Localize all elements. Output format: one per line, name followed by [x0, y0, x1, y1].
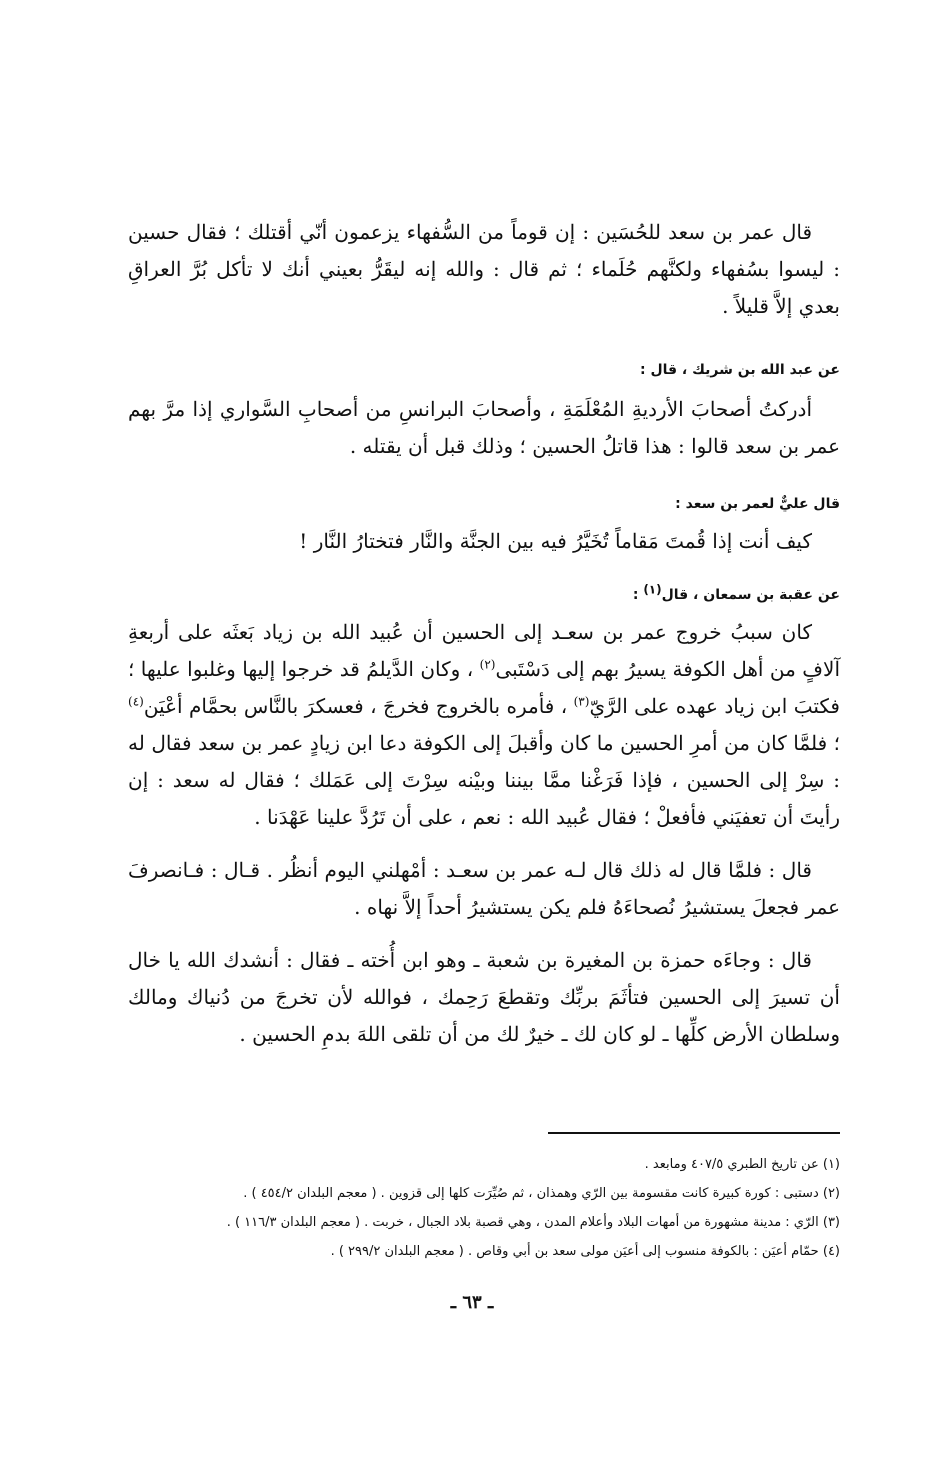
page-body [128, 200, 840, 1053]
narrator-heading-sharik: عن عبد الله بن شريك ، قال : [639, 362, 840, 378]
footnote-ref-2: (٢) [479, 657, 496, 672]
footnote-4: (٤) حمّام أعيَن : بالكوفة منسوب إلى أعيَن مولى سعد بن أبي وقاص . ( معجم البلدان ٢٩٩/٢ ) . [330, 1244, 840, 1259]
paragraph-amhilni: قال : فلمَّا قال له ذلك قال لـه عمر بن سعـد : أمْهلني اليوم أنظُر . قـال : فـانصرفَ عمر فجعلَ يستشيرُ نُصحاءَهُ فلم يكن يستشيرُ أحداً إلاَّ نهاه . [128, 858, 840, 919]
paragraph-khuruj-umar [128, 614, 840, 836]
paragraph-khuruj-part-2: ، وكان الدَّيلمُ قد خرجوا إليها وغلبوا عليها ؛ فكتبَ ابن زياد عهده على الرَّيّ [128, 657, 840, 718]
footnotes [128, 1150, 840, 1266]
page-number: ـ ٦٣ ـ [450, 1292, 494, 1313]
footnote-ref-3: (٣) [573, 694, 590, 709]
paragraph-khuruj-part-3: ، فأمره بالخروج فخرجَ ، فعسكرَ بالنَّاس بحمَّام أعْيَن [143, 694, 574, 718]
narrator-heading-uqba-text: عن عقبة بن سمعان ، قال [661, 587, 840, 603]
footnote-ref-1: (١) [643, 582, 662, 597]
footnote-ref-4: (٤) [128, 694, 144, 709]
narrator-heading-uqba [128, 584, 840, 606]
narrator-heading-colon: : [632, 587, 644, 603]
footnote-1: (١) عن تاريخ الطبري ٤٠٧/٥ ومابعد . [644, 1157, 840, 1172]
paragraph-khuruj-part-1: كان سببُ خروج عمر بن سعـد إلى الحسين أن عُبيد الله بن زياد بَعثَه على أربعةِ آلافٍ من أهل الكوفة يسيرُ بهم إلى دَسْتَبى [128, 620, 840, 681]
paragraph-ardiya: أدركتُ أصحابَ الأرديةِ المُعْلَمَةِ ، وأصحابَ البرانسِ من أصحابِ السَّواري إذا مرَّ بهم عمر بن سعد قالوا : هذا قاتلُ الحسين ؛ وذلك قبل أن يقتله . [128, 397, 840, 458]
paragraph-hamza: قال : وجاءَه حمزة بن المغيرة بن شعبة ـ وهو ابن أُخته ـ فقال : أنشدك الله يا خال أن تسيرَ إلى الحسين فتأثَمَ بربِّك وتقطعَ رَحِمك ، فوالله لأن تخرجَ من دُنياك ومالك وسلطان الأرض كلِّها ـ لو كان لك ـ خيرٌ لك من أن تلقى اللهَ بدمِ الحسين . [128, 948, 840, 1046]
paragraph-umar-husayn: قال عمر بن سعد للحُسَين : إن قوماً من السُّفهاء يزعمون أنّي أقتلك ؛ فقال حسين : ليسوا بسُفهاء ولكنَّهم حُلَماء ؛ ثم قال : والله إنه ليقَرُّ بعيني أنك لا تأكل بُرَّ العراقِ بعدي إلاَّ قليلاً . [128, 220, 840, 318]
footnote-3: (٣) الرّي : مدينة مشهورة من أمهات البلاد وأعلام المدن ، وهي قصبة بلاد الجبال ، خربت . ( معجم البلدان ١١٦/٣ ) . [226, 1215, 840, 1230]
footnote-2: (٢) دستبى : كورة كبيرة كانت مقسومة بين الرّي وهمذان ، ثم صُيِّرَت كلها إلى قزوين . ( معجم البلدان ٤٥٤/٢ ) . [243, 1186, 840, 1201]
paragraph-khuruj-part-4: ؛ فلمَّا كان من أمرِ الحسين ما كان وأقبلَ إلى الكوفة دعا ابن زيادٍ عمر بن سعد فقال له : سِرْ إلى الحسين ، فإذا فَرَغْنا ممَّا بيننا وبيْنه سِرْتَ إلى عَمَلك ؛ فقال له سعد : إن رأيتَ أن تعفيَني فأفعلْ ؛ فقال عُبيد الله : نعم ، على أن تَرُدَّ علينا عَهْدَنا . [128, 731, 840, 829]
narrator-heading-ali: قال عليٌّ لعمر بن سعد : [675, 496, 840, 512]
footnote-divider [548, 1132, 840, 1134]
paragraph-janna-nar: كيف أنت إذا قُمتَ مَقاماً تُخَيَّرُ فيه بين الجنَّة والنَّار فتختارُ النَّار ! [299, 529, 812, 553]
